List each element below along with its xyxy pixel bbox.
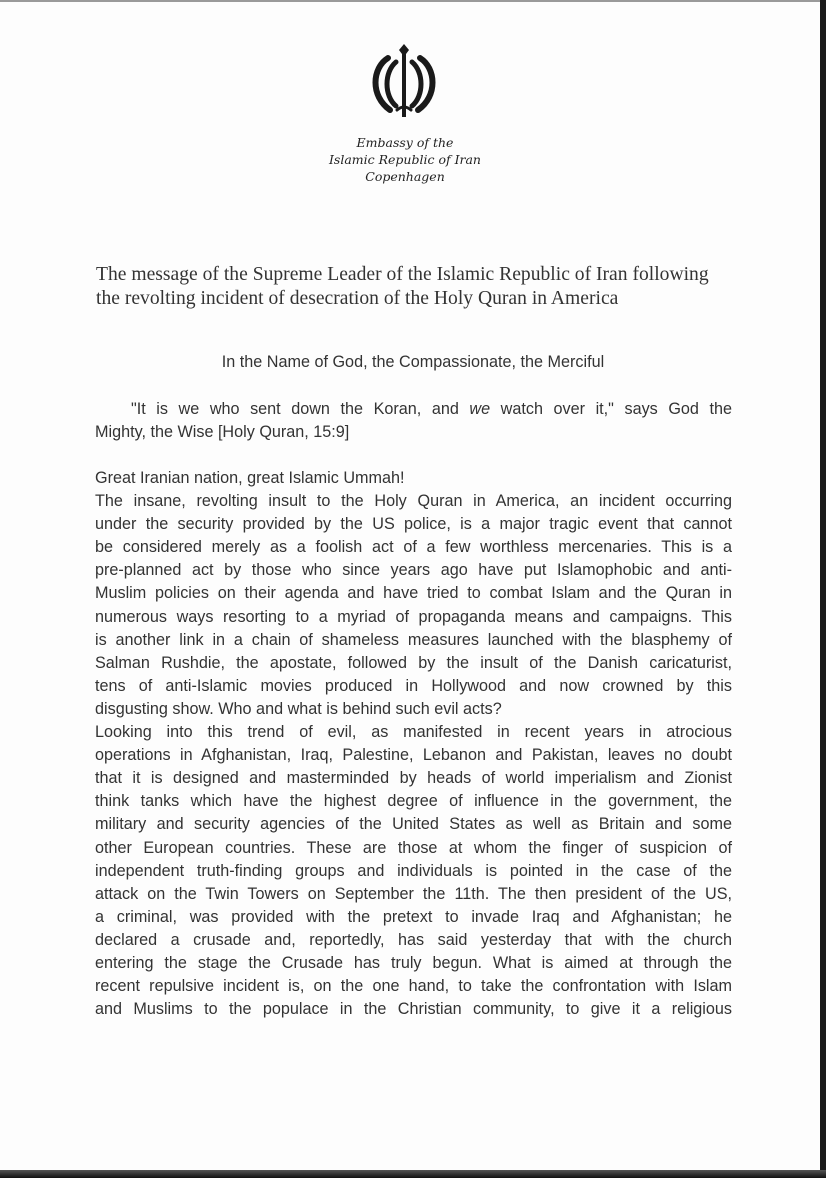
body-line: attack on the Twin Towers on September the 11th. The then president of the US,	[95, 884, 732, 903]
body-line: be considered merely as a foolish act of a few worthless mercenaries. This is a	[95, 538, 732, 557]
body-line: other European countries. These are those at whom the finger of suspicion of	[95, 838, 732, 857]
iran-emblem-icon	[366, 44, 442, 118]
title-line: The message of the Supreme Leader of the Islamic Republic of Iran following	[96, 264, 709, 285]
embassy-line: Copenhagen	[365, 169, 445, 184]
document-title	[96, 263, 736, 311]
body-line: is another link in a chain of shameless measures launched with the blasphemy of	[95, 630, 732, 649]
body-line: under the security provided by the US police, is a major tragic event that cannot	[95, 515, 732, 534]
quote-emphasis: we	[469, 400, 491, 418]
body-line: and Muslims to the populace in the Christian community, to give it a religious	[95, 1000, 732, 1019]
quote-text: "It is we who sent down the Koran, and	[131, 400, 470, 418]
body-line: The insane, revolting insult to the Holy Quran in America, an incident occurring	[95, 492, 732, 511]
body-line: independent truth-finding groups and individuals is pointed in the case of the	[95, 861, 732, 880]
quran-quote	[95, 398, 732, 444]
body-line: Looking into this trend of evil, as manifested in recent years in atrocious	[95, 723, 732, 742]
body-line: military and security agencies of the United States as well as Britain and some	[95, 815, 732, 834]
scan-bottom-edge	[0, 1170, 826, 1178]
body-line: Great Iranian nation, great Islamic Ummah!	[95, 469, 405, 487]
body-line: tens of anti-Islamic movies produced in Hollywood and now crowned by this	[95, 676, 732, 695]
quote-line	[95, 398, 732, 421]
body-line: entering the stage the Crusade has truly begun. What is aimed at through the	[95, 953, 732, 972]
invocation: In the Name of God, the Compassionate, the Merciful	[221, 353, 605, 371]
body-line: Salman Rushdie, the apostate, followed by the insult of the Danish caricaturist,	[95, 653, 732, 672]
body-line: a criminal, was provided with the pretext to invade Iraq and Afghanistan; he	[95, 907, 732, 926]
quote-line: Mighty, the Wise [Holy Quran, 15:9]	[95, 423, 350, 441]
quote-text: watch over it," says God the	[490, 400, 732, 418]
body-line: that it is designed and masterminded by heads of world imperialism and Zionist	[95, 769, 732, 788]
body-line: numerous ways resorting to a myriad of propaganda means and campaigns. This	[95, 607, 732, 626]
scan-top-edge	[0, 0, 826, 2]
body-line: declared a crusade and, reportedly, has said yesterday that with the church	[95, 930, 732, 949]
body-line: operations in Afghanistan, Iraq, Palestine, Lebanon and Pakistan, leaves no doubt	[95, 746, 732, 765]
title-line: the revolting incident of desecration of the Holy Quran in America	[96, 288, 619, 309]
body-line: disgusting show. Who and what is behind such evil acts?	[95, 699, 502, 718]
embassy-line: Islamic Republic of Iran	[328, 152, 481, 167]
body-line: recent repulsive incident is, on the one hand, to take the confrontation with Islam	[95, 977, 732, 996]
body-line: pre-planned act by those who since years ago have put Islamophobic and anti-	[95, 561, 732, 580]
embassy-letterhead	[300, 134, 510, 185]
scan-right-edge	[820, 0, 826, 1178]
embassy-line: Embassy of the	[356, 135, 454, 150]
message-body	[95, 467, 732, 1021]
body-line: think tanks which have the highest degree of influence in the government, the	[95, 792, 732, 811]
body-line: Muslim policies on their agenda and have tried to combat Islam and the Quran in	[95, 584, 732, 603]
